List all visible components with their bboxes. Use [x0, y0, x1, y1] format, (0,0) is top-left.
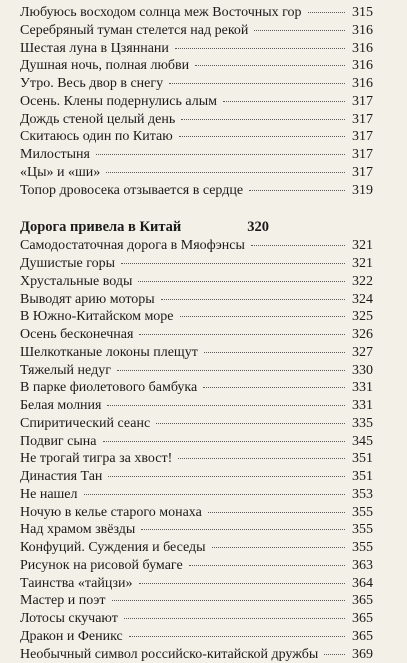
leader-dots [204, 352, 345, 353]
leader-dots [103, 441, 345, 442]
leader-dots [324, 654, 345, 655]
toc-entry-page: 369 [349, 646, 373, 663]
leader-dots [112, 600, 346, 601]
toc-entry-title: Над храмом звёзды [20, 521, 137, 539]
toc-entry-page: 345 [349, 433, 373, 451]
toc-entry [20, 308, 373, 326]
leader-dots [138, 281, 345, 282]
leader-dots [308, 12, 345, 13]
leader-dots [139, 334, 345, 335]
toc-entry-page: 363 [349, 557, 373, 575]
toc-entry [20, 255, 373, 273]
toc-entry [20, 628, 373, 646]
toc-entry-title: В Южно-Китайском море [20, 308, 176, 326]
leader-dots [212, 547, 345, 548]
leader-dots [223, 101, 345, 102]
toc-entry-page: 326 [349, 326, 373, 344]
toc-entry [20, 610, 373, 628]
toc-entry [20, 40, 373, 58]
toc-entry [20, 75, 373, 93]
toc-entry [20, 111, 373, 129]
toc-entry-title: Мастер и поэт [20, 592, 108, 610]
toc-entry-title: Подвиг сына [20, 433, 99, 451]
toc-entry-page: 327 [349, 344, 373, 362]
toc-entry [20, 397, 373, 415]
toc-entry-title: Самодостаточная дорога в Мяофэнсы [20, 237, 247, 255]
leader-dots [156, 423, 345, 424]
toc-entry-page: 316 [349, 75, 373, 93]
toc-entry-page: 317 [349, 93, 373, 111]
toc-entry-title: Душная ночь, полная любви [20, 57, 191, 75]
leader-dots [180, 316, 345, 317]
toc-entry-title: Таинства «тайцзи» [20, 575, 135, 593]
toc-entry [20, 22, 373, 40]
toc-entry-page: 335 [349, 415, 373, 433]
leader-dots [169, 83, 345, 84]
toc-entry [20, 557, 373, 575]
toc-entry-title: Осень. Клены подернулись алым [20, 93, 219, 111]
leader-dots [181, 119, 345, 120]
toc-entry-page: 321 [349, 255, 373, 273]
toc-entry-page: 316 [349, 40, 373, 58]
toc-entry-title: Шестая луна в Цзяннани [20, 40, 171, 58]
section-title: Дорога привела в Китай [20, 217, 181, 237]
toc-entry-title: Выводят арию моторы [20, 291, 157, 309]
toc-entry [20, 273, 373, 291]
toc-entry-page: 317 [349, 128, 373, 146]
section-heading [20, 217, 373, 237]
toc-entry-title: Дождь стеной целый день [20, 111, 177, 129]
toc-entry [20, 646, 373, 663]
toc-entry [20, 379, 373, 397]
toc-entry-page: 322 [349, 273, 373, 291]
toc-entry [20, 4, 373, 22]
leader-dots [121, 263, 345, 264]
toc-entry-title: Династия Тан [20, 468, 104, 486]
toc-entry-title: Милостыня [20, 146, 92, 164]
leader-dots [178, 458, 345, 459]
leader-dots [249, 190, 345, 191]
toc-entry-page: 331 [349, 379, 373, 397]
toc-entry [20, 504, 373, 522]
toc-entry-title: Не трогай тигра за хвост! [20, 450, 174, 468]
toc-entry [20, 128, 373, 146]
toc-entry [20, 539, 373, 557]
toc-entry [20, 415, 373, 433]
toc-entry-page: 355 [349, 504, 373, 522]
toc-entry-page: 351 [349, 468, 373, 486]
toc-entry-title: Рисунок на рисовой бумаге [20, 557, 185, 575]
toc-entry-title: Необычный символ российско-китайской дружбы [20, 646, 320, 663]
toc-entry-page: 321 [349, 237, 373, 255]
toc-entry [20, 592, 373, 610]
leader-dots [124, 618, 345, 619]
leader-dots [251, 245, 345, 246]
toc-entry [20, 433, 373, 451]
toc-entry-page: 353 [349, 486, 373, 504]
toc-entry-title: Ночую в келье старого монаха [20, 504, 204, 522]
toc-entry-title: Любуюсь восходом солнца меж Восточных гор [20, 4, 304, 22]
toc-entry-page: 330 [349, 362, 373, 380]
section-page: 320 [247, 217, 269, 237]
toc-entry-title: Серебряный туман стелется над рекой [20, 22, 250, 40]
toc-entry-title: Не нашел [20, 486, 80, 504]
leader-dots [208, 512, 345, 513]
toc-entry-page: 319 [349, 182, 373, 200]
toc-entry-title: В парке фиолетового бамбука [20, 379, 199, 397]
leader-dots [84, 494, 345, 495]
leader-dots [175, 48, 345, 49]
toc-entry-title: Тяжелый недуг [20, 362, 113, 380]
leader-dots [96, 154, 345, 155]
leader-dots [195, 65, 345, 66]
section-spacer [20, 199, 373, 217]
leader-dots [141, 529, 345, 530]
toc-entry [20, 164, 373, 182]
toc-entry-page: 365 [349, 628, 373, 646]
toc-entry-page: 315 [349, 4, 373, 22]
leader-dots [179, 136, 345, 137]
toc-entry-title: Осень бесконечная [20, 326, 135, 344]
toc-entry-page: 331 [349, 397, 373, 415]
toc-entry-page: 365 [349, 592, 373, 610]
toc-entry-page: 355 [349, 539, 373, 557]
toc-entry-page: 325 [349, 308, 373, 326]
toc-entry [20, 362, 373, 380]
toc-entry [20, 146, 373, 164]
toc-entry-title: Дракон и Феникс [20, 628, 125, 646]
toc-entry [20, 182, 373, 200]
toc-entry-title: Конфуций. Суждения и беседы [20, 539, 208, 557]
toc-entry [20, 57, 373, 75]
toc-entry-page: 316 [349, 22, 373, 40]
toc-entry [20, 468, 373, 486]
leader-dots [117, 370, 345, 371]
toc-entry-title: Спиритический сеанс [20, 415, 152, 433]
leader-dots [161, 299, 345, 300]
leader-dots [203, 387, 345, 388]
toc-entry-title: Скитаюсь один по Китаю [20, 128, 175, 146]
toc-entry [20, 237, 373, 255]
leader-dots [129, 636, 345, 637]
toc-entry-page: 365 [349, 610, 373, 628]
toc-entry-title: Топор дровосека отзывается в сердце [20, 182, 245, 200]
toc-entry [20, 486, 373, 504]
toc-entry-page: 317 [349, 146, 373, 164]
toc-entry-title: Утро. Весь двор в снегу [20, 75, 165, 93]
leader-dots [254, 30, 345, 31]
toc-entry-title: Лотосы скучают [20, 610, 120, 628]
toc-entry [20, 326, 373, 344]
toc-entry-page: 351 [349, 450, 373, 468]
toc-entry-title: Шелкотканые локоны плещут [20, 344, 200, 362]
toc-entry [20, 344, 373, 362]
toc-entry-page: 364 [349, 575, 373, 593]
toc-entry [20, 291, 373, 309]
leader-dots [139, 583, 345, 584]
leader-dots [107, 405, 345, 406]
leader-dots [108, 476, 345, 477]
toc-entry [20, 450, 373, 468]
toc-entry-page: 355 [349, 521, 373, 539]
toc-entry [20, 521, 373, 539]
leader-dots [106, 172, 345, 173]
toc-entry-page: 317 [349, 164, 373, 182]
toc-entry [20, 575, 373, 593]
toc-entry-title: Хрустальные воды [20, 273, 134, 291]
toc-entry-page: 317 [349, 111, 373, 129]
leader-dots [189, 565, 345, 566]
toc-entry-title: Душистые горы [20, 255, 117, 273]
toc-entry-page: 324 [349, 291, 373, 309]
toc-entry-page: 316 [349, 57, 373, 75]
toc-entry-title: Белая молния [20, 397, 103, 415]
toc-entry [20, 93, 373, 111]
toc-entry-title: «Цы» и «ши» [20, 164, 102, 182]
